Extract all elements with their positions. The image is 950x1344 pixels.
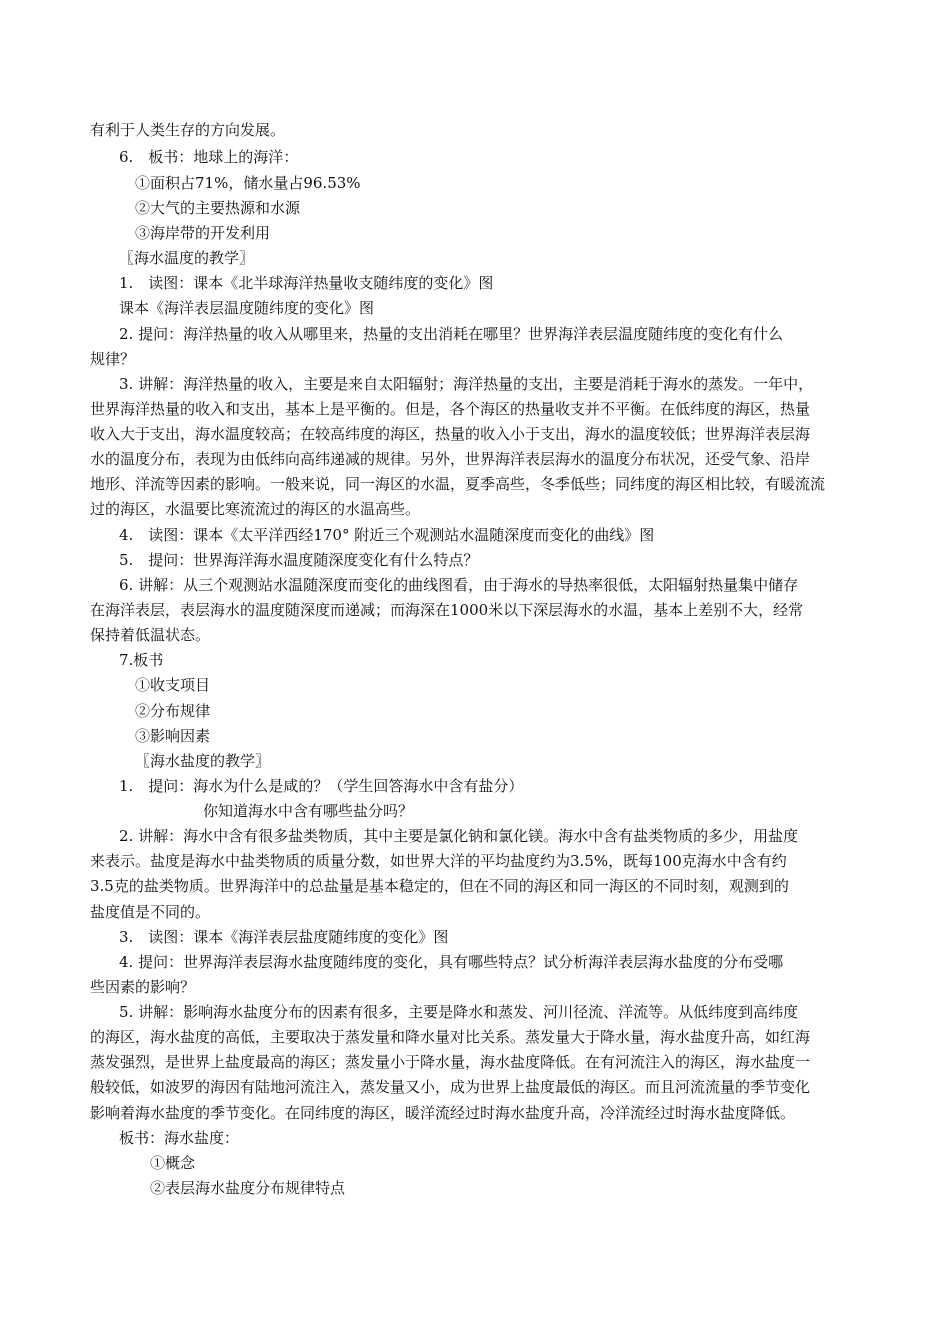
text-line: ③海岸带的开发利用	[135, 224, 271, 242]
text-line: 盐度值是不同的。	[90, 903, 211, 921]
text-line: ②大气的主要热源和水源	[135, 199, 301, 217]
text-line: 地形、洋流等因素的影响。一般来说，同一海区的水温，夏季高些，冬季低些；同纬度的海区相比较，有暖流流	[90, 475, 826, 493]
text-line: 5. 讲解：影响海水盐度分布的因素有很多，主要是降水和蒸发、河川径流、洋流等。从低纬度到高纬度	[119, 1003, 799, 1021]
text-line: 3.5克的盐类物质。世界海洋中的总盐量是基本稳定的，但在不同的海区和同一海区的不同时刻，观测到的	[90, 877, 789, 895]
text-line: 在海洋表层，表层海水的温度随深度而递减；而海深在1000米以下深层海水的水温，基本上差别不大，经常	[90, 601, 804, 619]
text-line: ①收支项目	[135, 676, 211, 694]
text-line: 课本《海洋表层温度随纬度的变化》图	[119, 299, 375, 317]
text-line: 蒸发强烈，是世界上盐度最高的海区；蒸发量小于降水量，海水盐度降低。在有河流注入的海区，海水盐度一	[90, 1053, 811, 1071]
text-line: 7.板书	[119, 651, 164, 669]
text-line: 些因素的影响？	[90, 978, 196, 996]
text-line: ②分布规律	[135, 702, 211, 720]
text-line: 板书：海水盐度：	[119, 1129, 240, 1147]
text-line: 影响着海水盐度的季节变化。在同纬度的海区，暖洋流经过时海水盐度升高，冷洋流经过时海水盐度降低。	[90, 1104, 796, 1122]
text-line: 收入大于支出，海水温度较高；在较高纬度的海区，热量的收入小于支出，海水的温度较低；世界海洋表层海	[90, 425, 811, 443]
section-heading: 〖海水温度的教学〗	[119, 249, 255, 267]
text-line: 4. 读图：课本《太平洋西经170° 附近三个观测站水温随深度而变化的曲线》图	[119, 526, 655, 544]
text-line: 3. 读图：课本《海洋表层盐度随纬度的变化》图	[119, 928, 449, 946]
text-line: 1. 提问：海水为什么是咸的？（学生回答海水中含有盐分）	[119, 777, 524, 795]
text-line: 来表示。盐度是海水中盐类物质的质量分数，如世界大洋的平均盐度约为3.5%，既每100克海水中含有约	[90, 852, 787, 870]
text-line: 3. 讲解：海洋热量的收入，主要是来自太阳辐射；海洋热量的支出，主要是消耗于海水的蒸发。一年中，	[119, 375, 814, 393]
text-line: 世界海洋热量的收入和支出，基本上是平衡的。但是，各个海区的热量收支并不平衡。在低纬度的海区，热量	[90, 400, 811, 418]
text-line: 保持着低温状态。	[90, 626, 211, 644]
text-line: 1. 读图：课本《北半球海洋热量收支随纬度的变化》图	[119, 274, 494, 292]
text-line: 2. 讲解：海水中含有很多盐类物质，其中主要是氯化钠和氯化镁。海水中含有盐类物质的多少，用盐度	[119, 827, 799, 845]
text-line: ②表层海水盐度分布规律特点	[150, 1179, 346, 1197]
text-line: 过的海区，水温要比寒流流过的海区的水温高些。	[90, 500, 421, 518]
text-line: 6. 板书：地球上的海洋：	[119, 148, 299, 166]
text-line: 5. 提问：世界海洋海水温度随深度变化有什么特点？	[119, 551, 479, 569]
text-line: 你知道海水中含有哪些盐分吗？	[203, 802, 414, 820]
text-line: ③影响因素	[135, 727, 211, 745]
section-heading: 〖海水盐度的教学〗	[135, 752, 271, 770]
text-line: 有利于人类生存的方向发展。	[90, 121, 286, 139]
text-line: ①面积占71%，储水量占96.53%	[135, 174, 361, 192]
text-line: 4. 提问：世界海洋表层海水盐度随纬度的变化，具有哪些特点？试分析海洋表层海水盐度的分布受哪	[119, 953, 784, 971]
text-line: 般较低，如波罗的海因有陆地河流注入，蒸发量又小，成为世界上盐度最低的海区。而且河流流量的季节变化	[90, 1078, 811, 1096]
text-line: 的海区，海水盐度的高低，主要取决于蒸发量和降水量对比关系。蒸发量大于降水量，海水盐度升高，如红海	[90, 1028, 811, 1046]
text-line: 规律？	[90, 350, 136, 368]
text-line: 6. 讲解：从三个观测站水温随深度而变化的曲线图看，由于海水的导热率很低，太阳辐射热量集中储存	[119, 576, 799, 594]
text-line: 2. 提问：海洋热量的收入从哪里来，热量的支出消耗在哪里？世界海洋表层温度随纬度的变化有什么	[119, 325, 784, 343]
text-line: 水的温度分布，表现为由低纬向高纬递减的规律。另外，世界海洋表层海水的温度分布状况，还受气象、沿岸	[90, 450, 811, 468]
text-line: ①概念	[150, 1154, 196, 1172]
